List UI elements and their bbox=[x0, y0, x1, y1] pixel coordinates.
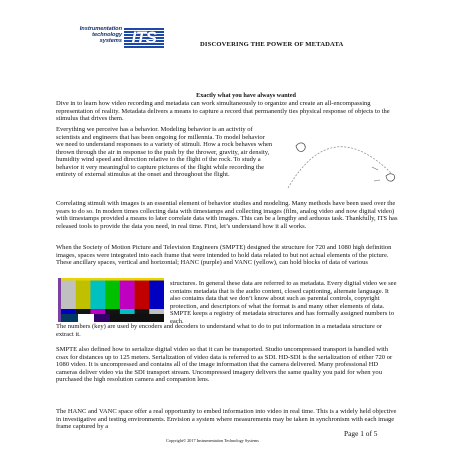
motion-lines bbox=[372, 167, 380, 181]
its-logo bbox=[58, 22, 168, 54]
reverse-bar-6 bbox=[135, 309, 150, 314]
vanc-band bbox=[58, 278, 164, 281]
reverse-bar-4 bbox=[105, 309, 120, 314]
copyright-notice: Copyright© 2017 Instrumentation Technology Systems bbox=[166, 438, 259, 443]
q-patch bbox=[94, 314, 110, 322]
hanc-band bbox=[58, 278, 61, 322]
color-bar-7 bbox=[149, 281, 164, 310]
reverse-bar-5 bbox=[120, 309, 135, 314]
reverse-bar-1 bbox=[61, 309, 76, 314]
article-subtitle: Exactly what you have always wanted bbox=[196, 92, 296, 99]
reverse-bar-2 bbox=[76, 309, 91, 314]
color-bars-middle-row bbox=[61, 309, 164, 314]
rock-shape-2 bbox=[386, 174, 395, 181]
color-bar-3 bbox=[90, 281, 105, 310]
logo-line-2: technology bbox=[92, 32, 122, 39]
white-patch bbox=[78, 314, 94, 322]
paragraph-smpte: When the Society of Motion Picture and Television Engineers (SMPTE) designed the structure for 720 and 1080 high definition images, spaces were integrated into each frame that were intended to hold data related to but not actual elements of the picture. These ancillary spaces, vertical and horizontal; HANC (purple) and VANC (yellow), can hold blocks of data of various bbox=[56, 244, 392, 267]
i-patch bbox=[61, 314, 78, 322]
thrown-rock-illustration bbox=[282, 120, 410, 195]
logo-text bbox=[58, 26, 122, 45]
paragraph-keys: The numbers (key) are used by encoders and decoders to understand what to do to put information in a metadata structure or extract it. bbox=[56, 323, 382, 338]
flight-arc bbox=[288, 147, 394, 188]
paragraph-correlating: Correlating stimuli with images is an essential element of behavior studies and modeling. Many methods have been used over the years to do so. In modern times collecting data with timestamps and collecting images (film, analog video and now digital video) with timestamps provided a means to later correlate data with images. This can be a lengthy and arduous task. Thankfully, ITS has released tools to provide the data you need, in real time. First, let’s understand how it all works. bbox=[56, 200, 398, 230]
document-title: DISCOVERING THE POWER OF METADATA bbox=[200, 41, 344, 48]
rock-shape-1 bbox=[296, 143, 305, 152]
logo-line-1: Instrumentation bbox=[79, 26, 122, 32]
logo-line-3: systems bbox=[99, 38, 122, 45]
smpte-color-bars-image bbox=[58, 278, 164, 322]
color-bar-1 bbox=[61, 281, 76, 310]
color-bar-4 bbox=[105, 281, 120, 310]
color-bars-top-row bbox=[61, 281, 164, 310]
color-bar-2 bbox=[76, 281, 91, 310]
paragraph-metadata: structures. In general these data are referred to as metadata. Every digital video we see contains metadata that is the audio content, closed captioning, alternate language. It also contains data that we don’t know about such as parental controls, copyright protection, and descriptors of what the format is and many other elements of data. SMPTE keeps a registry of metadata structures and has formally assigned numbers to each. bbox=[170, 280, 397, 325]
paragraph-behavior: Everything we perceive has a behavior. Modeling behavior is an activity of scientists and engineers that has been ongoing for millennia. To model behavior we need to understand responses to a variety of stimuli. How a rock behaves when thrown through the air in response to the push by the thrower, gravity, air density, humidity wind speed and direction relative to the flight of the rock. To study a behavior it very meaningful to capture pictures of the flight while recording the entirety of external stimulus at the onset and throughout the flight. bbox=[56, 126, 273, 179]
logo-mark: ITS bbox=[131, 28, 157, 47]
color-bar-6 bbox=[135, 281, 150, 310]
reverse-bar-3 bbox=[90, 309, 105, 314]
paragraph-sdi: SMPTE also defined how to serialize digital video so that it can be transported. Studio uncompressed transport is handled with coax for distances up to 125 meters. Serialization of video data is referred to as SDI. HD-SDI is the serialization of either 720 or 1080 video. It is uncompressed and contains all of the image information that the camera delivered. Many professional HD cameras deliver video via the SDI transport stream. Uncompressed imagery delivers the same quality you paid for when you purchased the high resolution camera and companion lens. bbox=[56, 346, 393, 384]
page-number: Page 1 of 5 bbox=[344, 429, 378, 438]
paragraph-intro: Dive in to learn how video recording and metadata can work simultaneously to organize and create an all-encompassing representation of reality. Metadata delivers a means to capture a record that permanently ties physical response of objects to the stimulus that drives them. bbox=[56, 100, 390, 123]
paragraph-hanc-vanc: The HANC and VANC space offer a real opportunity to embed information into video in real time. This is a widely held objective in investigative and testing environments. Envision a system where measurements may be taken in synchronism with each image frame captured by a bbox=[56, 408, 397, 431]
color-bar-5 bbox=[120, 281, 135, 310]
reverse-bar-7 bbox=[149, 309, 164, 314]
